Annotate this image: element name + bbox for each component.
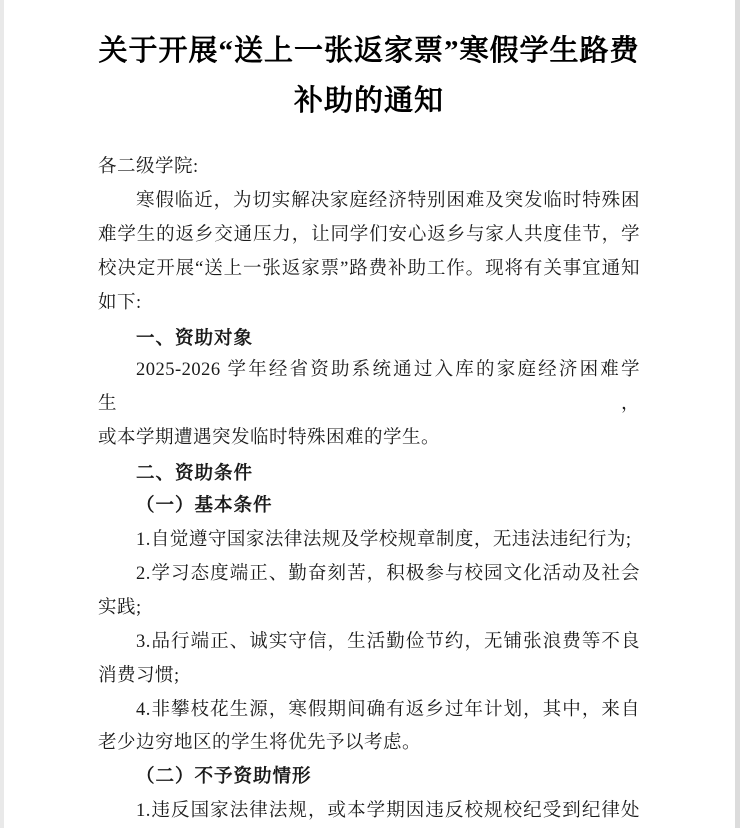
doc-line: 2.学习态度端正、勤奋刻苦，积极参与校园文化活动及社会 [136, 563, 640, 584]
document-lines [98, 151, 640, 829]
doc-line: 寒假临近，为切实解决家庭经济特别困难及突发临时特殊困 [136, 190, 640, 211]
doc-line: 1.自觉遵守国家法律法规及学校规章制度，无违法违纪行为; [136, 529, 632, 550]
doc-line: 各二级学院: [98, 157, 199, 177]
doc-line: 二、资助条件 [136, 462, 254, 484]
document-title-line1: 关于开展“送上一张返家票”寒假学生路费 [98, 35, 640, 67]
doc-line: 一、资助对象 [136, 326, 254, 348]
doc-line: 或本学期遭遇突发临时特殊困难的学生。 [98, 428, 441, 449]
doc-line: 老少边穷地区的学生将优先予以考虑。 [98, 733, 422, 754]
doc-line: 2025-2026 学年经省资助系统通过入库的家庭经济困难学生， [98, 360, 640, 415]
document-page [98, 26, 640, 829]
doc-line: 实践; [98, 597, 142, 618]
doc-line: （二）不予资助情形 [136, 767, 312, 788]
doc-line: 1.违反国家法律法规，或本学期因违反校规校纪受到纪律处 [136, 801, 640, 822]
doc-line: 如下: [98, 292, 142, 313]
page-edge-left [0, 0, 4, 828]
doc-line: （一）基本条件 [136, 496, 273, 517]
document-title [98, 26, 640, 126]
document-title-line2: 补助的通知 [293, 85, 444, 117]
doc-line: 消费习惯; [98, 665, 180, 686]
doc-line: 校决定开展“送上一张返家票”路费补助工作。现将有关事宜通知 [98, 258, 640, 279]
doc-line: 3.品行端正、诚实守信，生活勤俭节约，无铺张浪费等不良 [136, 631, 640, 652]
page-edge-right [735, 0, 740, 828]
doc-line: 难学生的返乡交通压力，让同学们安心返乡与家人共度佳节，学 [98, 224, 640, 245]
doc-line: 4.非攀枝花生源，寒假期间确有返乡过年计划，其中，来自 [136, 699, 640, 720]
